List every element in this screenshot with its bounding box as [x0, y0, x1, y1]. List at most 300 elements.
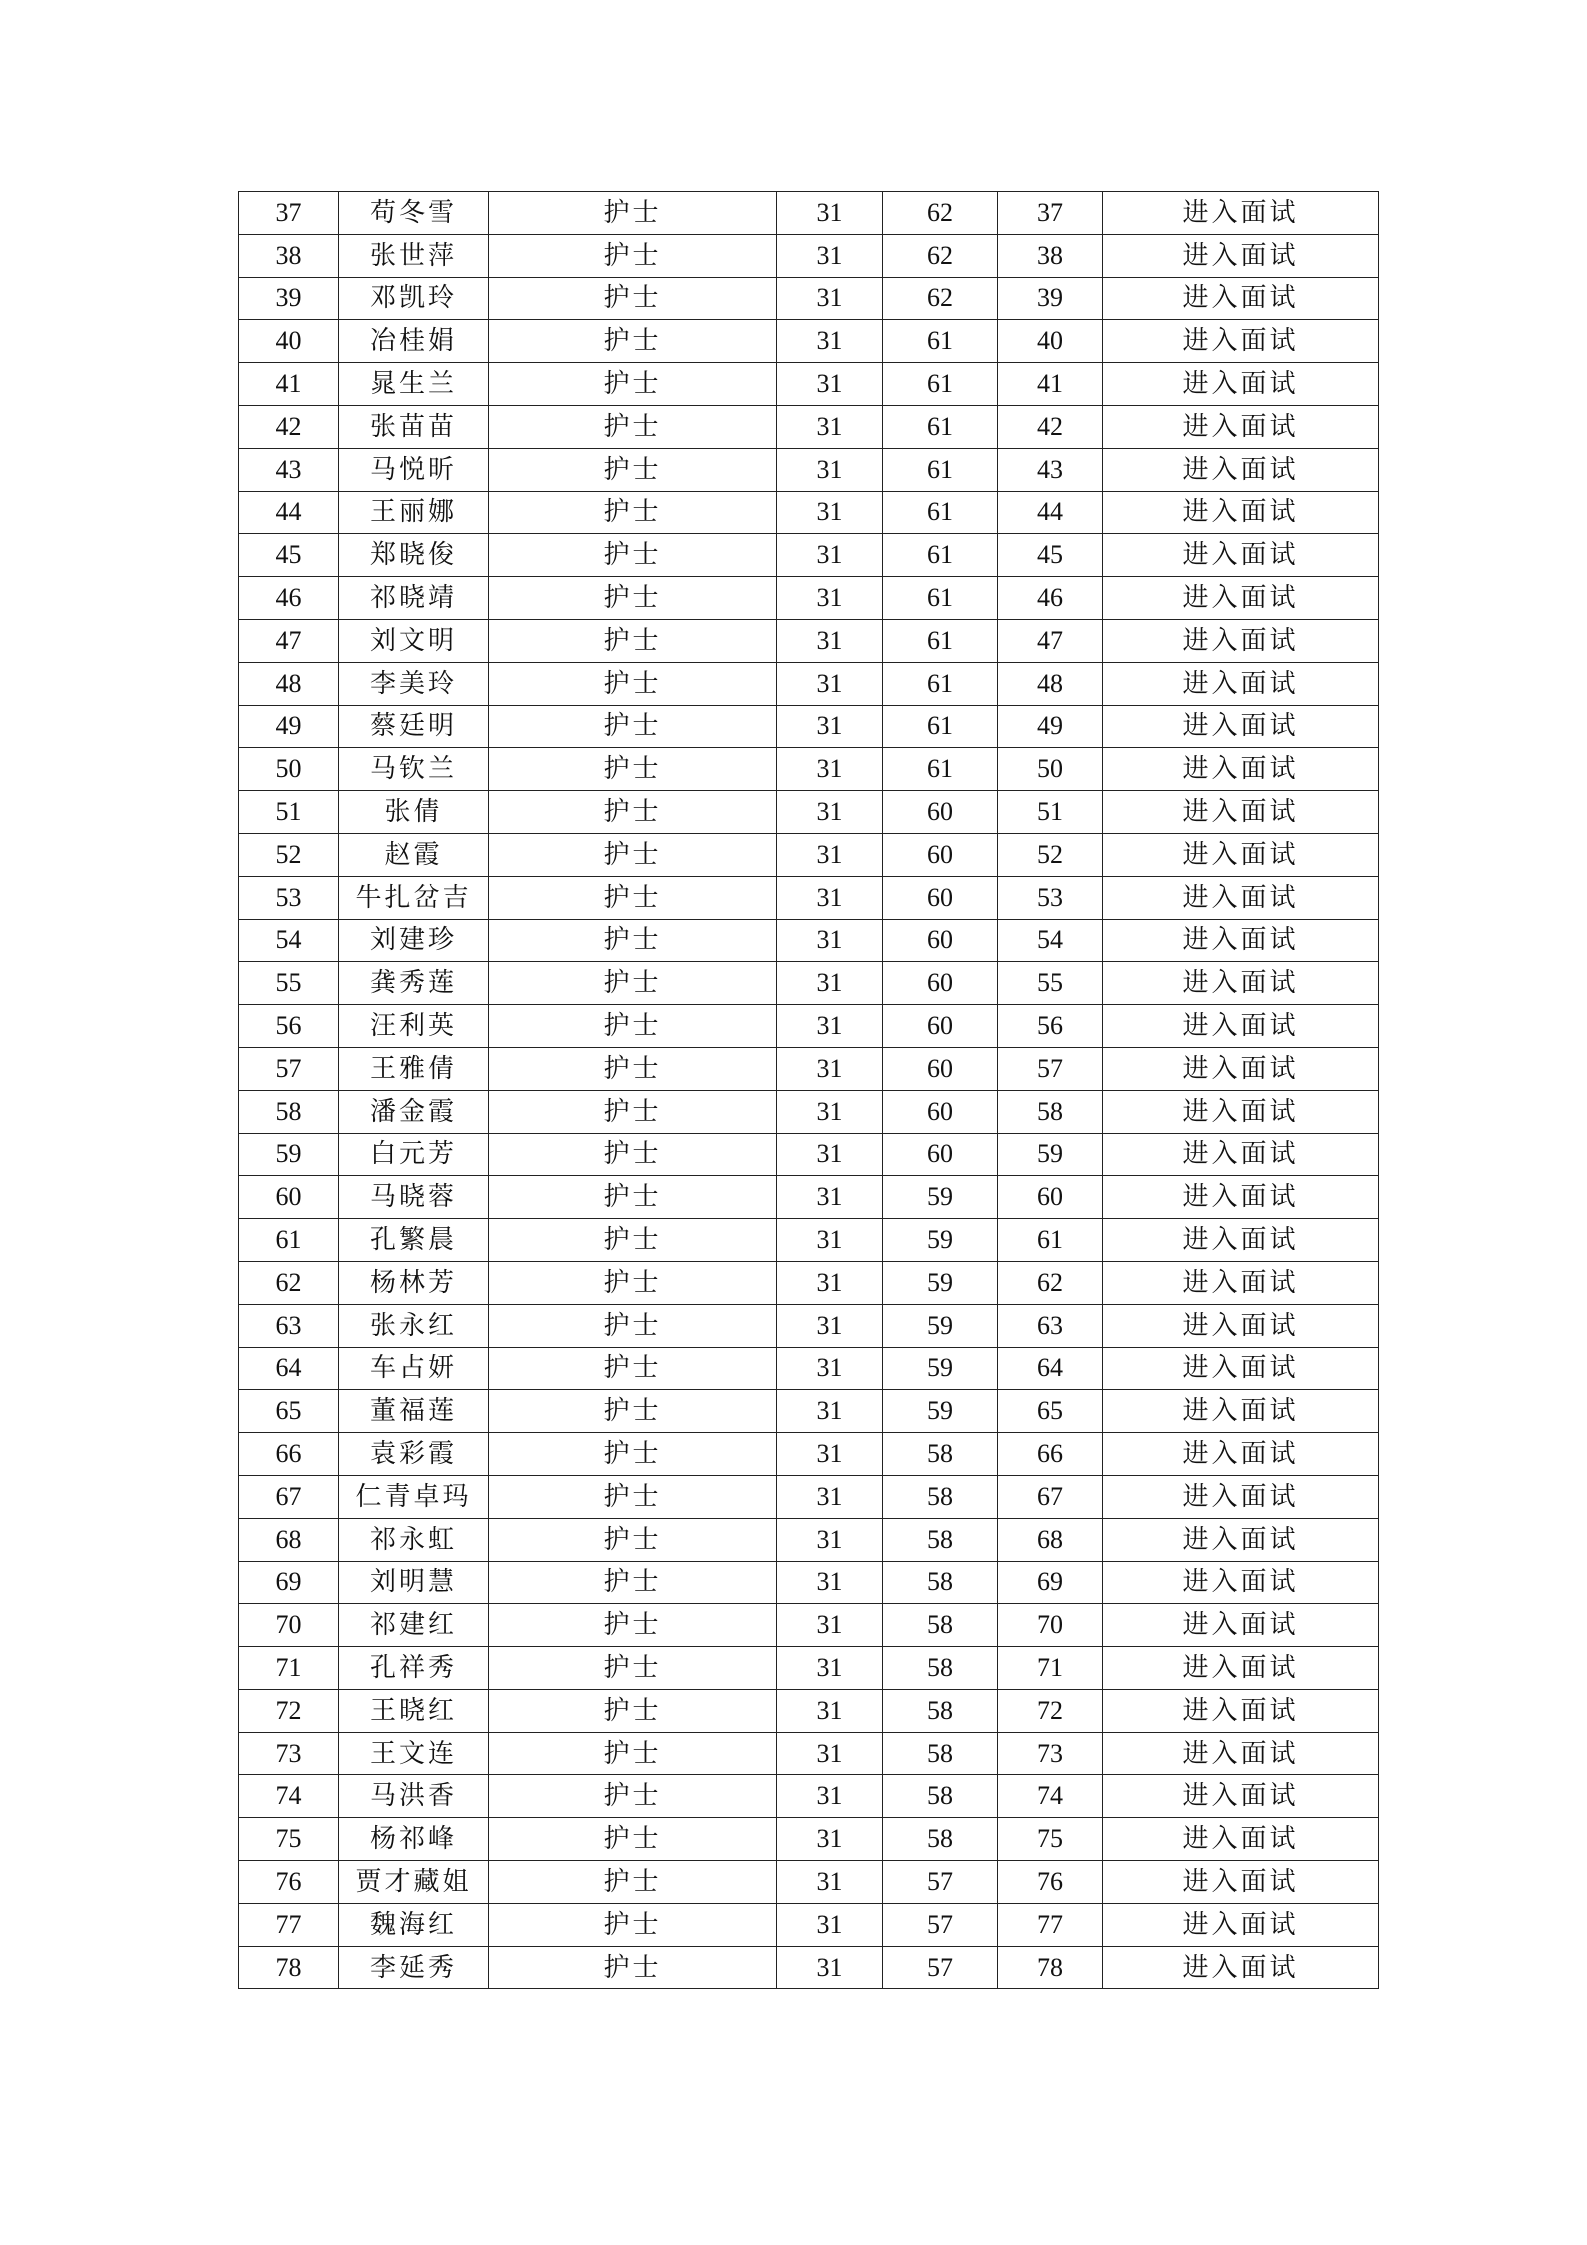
- results-table: [238, 191, 1379, 1989]
- cell-number: 46: [239, 577, 339, 620]
- cell-status: 进入面试: [1103, 919, 1379, 962]
- cell-score: 59: [883, 1261, 998, 1304]
- table-row: [239, 1818, 1379, 1861]
- table-row: [239, 619, 1379, 662]
- cell-rank: 38: [998, 234, 1103, 277]
- cell-rank: 78: [998, 1946, 1103, 1989]
- table-row: [239, 577, 1379, 620]
- cell-score: 61: [883, 320, 998, 363]
- cell-position: 护士: [489, 1946, 777, 1989]
- cell-rank: 46: [998, 577, 1103, 620]
- table-row: [239, 1347, 1379, 1390]
- cell-status: 进入面试: [1103, 1818, 1379, 1861]
- table-row: [239, 1604, 1379, 1647]
- table-row: [239, 1903, 1379, 1946]
- cell-code: 31: [777, 919, 883, 962]
- cell-number: 68: [239, 1518, 339, 1561]
- cell-position: 护士: [489, 363, 777, 406]
- cell-score: 58: [883, 1689, 998, 1732]
- table-row: [239, 833, 1379, 876]
- cell-code: 31: [777, 1732, 883, 1775]
- cell-code: 31: [777, 1219, 883, 1262]
- cell-number: 37: [239, 192, 339, 235]
- cell-status: 进入面试: [1103, 277, 1379, 320]
- cell-number: 49: [239, 705, 339, 748]
- cell-number: 50: [239, 748, 339, 791]
- cell-position: 护士: [489, 833, 777, 876]
- table-row: [239, 1390, 1379, 1433]
- cell-name: 李美玲: [339, 662, 489, 705]
- cell-status: 进入面试: [1103, 1518, 1379, 1561]
- table-row: [239, 277, 1379, 320]
- cell-score: 59: [883, 1390, 998, 1433]
- cell-status: 进入面试: [1103, 1261, 1379, 1304]
- cell-number: 47: [239, 619, 339, 662]
- cell-status: 进入面试: [1103, 1903, 1379, 1946]
- cell-score: 61: [883, 748, 998, 791]
- cell-position: 护士: [489, 791, 777, 834]
- cell-number: 58: [239, 1090, 339, 1133]
- cell-status: 进入面试: [1103, 1946, 1379, 1989]
- cell-code: 31: [777, 833, 883, 876]
- table-row: [239, 1261, 1379, 1304]
- cell-position: 护士: [489, 320, 777, 363]
- cell-position: 护士: [489, 1047, 777, 1090]
- cell-code: 31: [777, 577, 883, 620]
- cell-code: 31: [777, 1433, 883, 1476]
- cell-number: 61: [239, 1219, 339, 1262]
- cell-status: 进入面试: [1103, 1047, 1379, 1090]
- cell-rank: 67: [998, 1475, 1103, 1518]
- cell-number: 71: [239, 1647, 339, 1690]
- cell-code: 31: [777, 1347, 883, 1390]
- cell-score: 57: [883, 1861, 998, 1904]
- table-row: [239, 1475, 1379, 1518]
- cell-name: 王文连: [339, 1732, 489, 1775]
- cell-code: 31: [777, 705, 883, 748]
- table-row: [239, 1304, 1379, 1347]
- cell-status: 进入面试: [1103, 1861, 1379, 1904]
- table-row: [239, 491, 1379, 534]
- cell-score: 58: [883, 1604, 998, 1647]
- cell-name: 祁永虹: [339, 1518, 489, 1561]
- cell-name: 赵霞: [339, 833, 489, 876]
- cell-score: 58: [883, 1561, 998, 1604]
- cell-status: 进入面试: [1103, 448, 1379, 491]
- table-row: [239, 1176, 1379, 1219]
- cell-rank: 47: [998, 619, 1103, 662]
- cell-score: 58: [883, 1647, 998, 1690]
- cell-rank: 43: [998, 448, 1103, 491]
- cell-position: 护士: [489, 1347, 777, 1390]
- cell-position: 护士: [489, 1133, 777, 1176]
- cell-score: 60: [883, 919, 998, 962]
- cell-score: 61: [883, 405, 998, 448]
- cell-name: 郑晓俊: [339, 534, 489, 577]
- cell-rank: 61: [998, 1219, 1103, 1262]
- table-row: [239, 320, 1379, 363]
- cell-name: 马悦昕: [339, 448, 489, 491]
- cell-name: 苟冬雪: [339, 192, 489, 235]
- cell-code: 31: [777, 662, 883, 705]
- cell-status: 进入面试: [1103, 234, 1379, 277]
- cell-status: 进入面试: [1103, 1347, 1379, 1390]
- cell-code: 31: [777, 491, 883, 534]
- cell-status: 进入面试: [1103, 1732, 1379, 1775]
- table-row: [239, 1775, 1379, 1818]
- table-row: [239, 791, 1379, 834]
- cell-code: 31: [777, 234, 883, 277]
- cell-position: 护士: [489, 919, 777, 962]
- cell-code: 31: [777, 1946, 883, 1989]
- table-row: [239, 1689, 1379, 1732]
- cell-number: 41: [239, 363, 339, 406]
- cell-position: 护士: [489, 1261, 777, 1304]
- cell-score: 61: [883, 662, 998, 705]
- cell-status: 进入面试: [1103, 962, 1379, 1005]
- cell-score: 61: [883, 363, 998, 406]
- cell-name: 晁生兰: [339, 363, 489, 406]
- cell-code: 31: [777, 748, 883, 791]
- cell-number: 62: [239, 1261, 339, 1304]
- cell-code: 31: [777, 1689, 883, 1732]
- table-row: [239, 748, 1379, 791]
- cell-name: 车占妍: [339, 1347, 489, 1390]
- cell-position: 护士: [489, 577, 777, 620]
- table-row: [239, 919, 1379, 962]
- cell-code: 31: [777, 1390, 883, 1433]
- table-row: [239, 705, 1379, 748]
- table-row: [239, 1090, 1379, 1133]
- cell-status: 进入面试: [1103, 320, 1379, 363]
- cell-rank: 69: [998, 1561, 1103, 1604]
- cell-name: 蔡廷明: [339, 705, 489, 748]
- table-row: [239, 1133, 1379, 1176]
- cell-position: 护士: [489, 662, 777, 705]
- cell-rank: 71: [998, 1647, 1103, 1690]
- cell-code: 31: [777, 448, 883, 491]
- table-row: [239, 448, 1379, 491]
- cell-number: 52: [239, 833, 339, 876]
- cell-code: 31: [777, 1861, 883, 1904]
- cell-score: 60: [883, 1047, 998, 1090]
- cell-rank: 53: [998, 876, 1103, 919]
- cell-number: 70: [239, 1604, 339, 1647]
- cell-rank: 57: [998, 1047, 1103, 1090]
- cell-position: 护士: [489, 234, 777, 277]
- cell-rank: 39: [998, 277, 1103, 320]
- cell-position: 护士: [489, 1689, 777, 1732]
- cell-position: 护士: [489, 1304, 777, 1347]
- cell-position: 护士: [489, 491, 777, 534]
- cell-name: 王丽娜: [339, 491, 489, 534]
- cell-number: 54: [239, 919, 339, 962]
- cell-number: 64: [239, 1347, 339, 1390]
- cell-position: 护士: [489, 619, 777, 662]
- cell-status: 进入面试: [1103, 662, 1379, 705]
- cell-number: 43: [239, 448, 339, 491]
- cell-status: 进入面试: [1103, 748, 1379, 791]
- cell-score: 61: [883, 448, 998, 491]
- cell-name: 孔繁晨: [339, 1219, 489, 1262]
- cell-code: 31: [777, 876, 883, 919]
- cell-position: 护士: [489, 1818, 777, 1861]
- table-row: [239, 1433, 1379, 1476]
- cell-code: 31: [777, 1005, 883, 1048]
- cell-name: 魏海红: [339, 1903, 489, 1946]
- table-row: [239, 876, 1379, 919]
- cell-score: 58: [883, 1775, 998, 1818]
- cell-number: 51: [239, 791, 339, 834]
- cell-name: 仁青卓玛: [339, 1475, 489, 1518]
- cell-name: 杨祁峰: [339, 1818, 489, 1861]
- cell-name: 张世萍: [339, 234, 489, 277]
- cell-rank: 55: [998, 962, 1103, 1005]
- cell-number: 76: [239, 1861, 339, 1904]
- table-row: [239, 1518, 1379, 1561]
- cell-status: 进入面试: [1103, 405, 1379, 448]
- cell-status: 进入面试: [1103, 1604, 1379, 1647]
- cell-number: 45: [239, 534, 339, 577]
- table-row: [239, 363, 1379, 406]
- cell-name: 潘金霞: [339, 1090, 489, 1133]
- cell-score: 61: [883, 577, 998, 620]
- cell-position: 护士: [489, 1475, 777, 1518]
- cell-position: 护士: [489, 1647, 777, 1690]
- cell-rank: 40: [998, 320, 1103, 363]
- cell-score: 57: [883, 1946, 998, 1989]
- cell-position: 护士: [489, 1903, 777, 1946]
- cell-name: 张永红: [339, 1304, 489, 1347]
- cell-name: 祁建红: [339, 1604, 489, 1647]
- cell-score: 58: [883, 1433, 998, 1476]
- cell-position: 护士: [489, 405, 777, 448]
- cell-status: 进入面试: [1103, 1433, 1379, 1476]
- cell-code: 31: [777, 534, 883, 577]
- cell-position: 护士: [489, 962, 777, 1005]
- cell-position: 护士: [489, 1518, 777, 1561]
- cell-name: 李延秀: [339, 1946, 489, 1989]
- cell-position: 护士: [489, 277, 777, 320]
- table-row: [239, 192, 1379, 235]
- cell-score: 58: [883, 1475, 998, 1518]
- cell-number: 72: [239, 1689, 339, 1732]
- cell-rank: 63: [998, 1304, 1103, 1347]
- cell-number: 59: [239, 1133, 339, 1176]
- cell-status: 进入面试: [1103, 833, 1379, 876]
- cell-rank: 41: [998, 363, 1103, 406]
- cell-code: 31: [777, 1047, 883, 1090]
- cell-name: 牛扎岔吉: [339, 876, 489, 919]
- cell-position: 护士: [489, 1176, 777, 1219]
- cell-score: 60: [883, 791, 998, 834]
- cell-score: 60: [883, 833, 998, 876]
- cell-status: 进入面试: [1103, 491, 1379, 534]
- cell-number: 75: [239, 1818, 339, 1861]
- cell-number: 48: [239, 662, 339, 705]
- cell-number: 60: [239, 1176, 339, 1219]
- cell-number: 67: [239, 1475, 339, 1518]
- cell-rank: 76: [998, 1861, 1103, 1904]
- cell-score: 59: [883, 1347, 998, 1390]
- cell-number: 40: [239, 320, 339, 363]
- cell-code: 31: [777, 962, 883, 1005]
- table-row: [239, 405, 1379, 448]
- cell-number: 55: [239, 962, 339, 1005]
- cell-rank: 77: [998, 1903, 1103, 1946]
- cell-score: 60: [883, 876, 998, 919]
- table-row: [239, 962, 1379, 1005]
- cell-status: 进入面试: [1103, 705, 1379, 748]
- cell-name: 杨林芳: [339, 1261, 489, 1304]
- cell-name: 袁彩霞: [339, 1433, 489, 1476]
- table-row: [239, 1219, 1379, 1262]
- cell-status: 进入面试: [1103, 1133, 1379, 1176]
- table-row: [239, 662, 1379, 705]
- cell-rank: 64: [998, 1347, 1103, 1390]
- cell-position: 护士: [489, 1732, 777, 1775]
- cell-name: 邓凯玲: [339, 277, 489, 320]
- table-body: [239, 192, 1379, 1989]
- cell-status: 进入面试: [1103, 1475, 1379, 1518]
- cell-code: 31: [777, 192, 883, 235]
- cell-number: 78: [239, 1946, 339, 1989]
- cell-status: 进入面试: [1103, 192, 1379, 235]
- cell-name: 祁晓靖: [339, 577, 489, 620]
- cell-score: 59: [883, 1304, 998, 1347]
- cell-rank: 74: [998, 1775, 1103, 1818]
- cell-number: 57: [239, 1047, 339, 1090]
- cell-name: 张苗苗: [339, 405, 489, 448]
- cell-code: 31: [777, 619, 883, 662]
- cell-code: 31: [777, 1647, 883, 1690]
- cell-status: 进入面试: [1103, 363, 1379, 406]
- cell-score: 59: [883, 1219, 998, 1262]
- cell-position: 护士: [489, 192, 777, 235]
- cell-status: 进入面试: [1103, 1219, 1379, 1262]
- cell-score: 60: [883, 1005, 998, 1048]
- cell-rank: 56: [998, 1005, 1103, 1048]
- table-row: [239, 1047, 1379, 1090]
- cell-name: 汪利英: [339, 1005, 489, 1048]
- cell-status: 进入面试: [1103, 1090, 1379, 1133]
- cell-position: 护士: [489, 448, 777, 491]
- cell-rank: 50: [998, 748, 1103, 791]
- cell-rank: 73: [998, 1732, 1103, 1775]
- cell-rank: 49: [998, 705, 1103, 748]
- cell-position: 护士: [489, 1561, 777, 1604]
- table-row: [239, 1861, 1379, 1904]
- cell-rank: 62: [998, 1261, 1103, 1304]
- cell-name: 王雅倩: [339, 1047, 489, 1090]
- cell-score: 62: [883, 234, 998, 277]
- cell-number: 44: [239, 491, 339, 534]
- cell-score: 59: [883, 1176, 998, 1219]
- cell-rank: 58: [998, 1090, 1103, 1133]
- cell-position: 护士: [489, 1090, 777, 1133]
- cell-name: 冶桂娟: [339, 320, 489, 363]
- cell-code: 31: [777, 1304, 883, 1347]
- cell-score: 61: [883, 534, 998, 577]
- cell-code: 31: [777, 1176, 883, 1219]
- cell-score: 61: [883, 619, 998, 662]
- cell-score: 60: [883, 962, 998, 1005]
- cell-status: 进入面试: [1103, 619, 1379, 662]
- cell-position: 护士: [489, 1005, 777, 1048]
- cell-number: 73: [239, 1732, 339, 1775]
- cell-score: 62: [883, 277, 998, 320]
- cell-number: 42: [239, 405, 339, 448]
- cell-rank: 75: [998, 1818, 1103, 1861]
- cell-position: 护士: [489, 876, 777, 919]
- cell-code: 31: [777, 1133, 883, 1176]
- cell-position: 护士: [489, 1219, 777, 1262]
- cell-rank: 59: [998, 1133, 1103, 1176]
- cell-status: 进入面试: [1103, 1005, 1379, 1048]
- cell-number: 56: [239, 1005, 339, 1048]
- cell-status: 进入面试: [1103, 534, 1379, 577]
- cell-name: 刘文明: [339, 619, 489, 662]
- cell-score: 58: [883, 1732, 998, 1775]
- cell-rank: 60: [998, 1176, 1103, 1219]
- cell-rank: 72: [998, 1689, 1103, 1732]
- cell-score: 61: [883, 491, 998, 534]
- cell-number: 66: [239, 1433, 339, 1476]
- cell-rank: 51: [998, 791, 1103, 834]
- cell-code: 31: [777, 277, 883, 320]
- cell-score: 60: [883, 1133, 998, 1176]
- cell-code: 31: [777, 1090, 883, 1133]
- table-row: [239, 1561, 1379, 1604]
- table-row: [239, 1946, 1379, 1989]
- cell-code: 31: [777, 405, 883, 448]
- cell-rank: 42: [998, 405, 1103, 448]
- cell-number: 77: [239, 1903, 339, 1946]
- cell-code: 31: [777, 1561, 883, 1604]
- cell-number: 53: [239, 876, 339, 919]
- cell-name: 马洪香: [339, 1775, 489, 1818]
- cell-position: 护士: [489, 1604, 777, 1647]
- cell-name: 刘建珍: [339, 919, 489, 962]
- cell-number: 39: [239, 277, 339, 320]
- cell-score: 61: [883, 705, 998, 748]
- cell-status: 进入面试: [1103, 1647, 1379, 1690]
- cell-code: 31: [777, 1518, 883, 1561]
- cell-rank: 68: [998, 1518, 1103, 1561]
- cell-status: 进入面试: [1103, 1176, 1379, 1219]
- cell-code: 31: [777, 363, 883, 406]
- cell-status: 进入面试: [1103, 791, 1379, 834]
- cell-rank: 52: [998, 833, 1103, 876]
- cell-position: 护士: [489, 1433, 777, 1476]
- cell-name: 贾才藏姐: [339, 1861, 489, 1904]
- cell-position: 护士: [489, 534, 777, 577]
- cell-score: 58: [883, 1818, 998, 1861]
- cell-rank: 65: [998, 1390, 1103, 1433]
- cell-rank: 48: [998, 662, 1103, 705]
- table-row: [239, 534, 1379, 577]
- cell-status: 进入面试: [1103, 1390, 1379, 1433]
- cell-number: 38: [239, 234, 339, 277]
- cell-score: 58: [883, 1518, 998, 1561]
- cell-position: 护士: [489, 748, 777, 791]
- cell-rank: 44: [998, 491, 1103, 534]
- cell-position: 护士: [489, 705, 777, 748]
- cell-status: 进入面试: [1103, 1775, 1379, 1818]
- cell-position: 护士: [489, 1775, 777, 1818]
- cell-status: 进入面试: [1103, 1304, 1379, 1347]
- cell-code: 31: [777, 320, 883, 363]
